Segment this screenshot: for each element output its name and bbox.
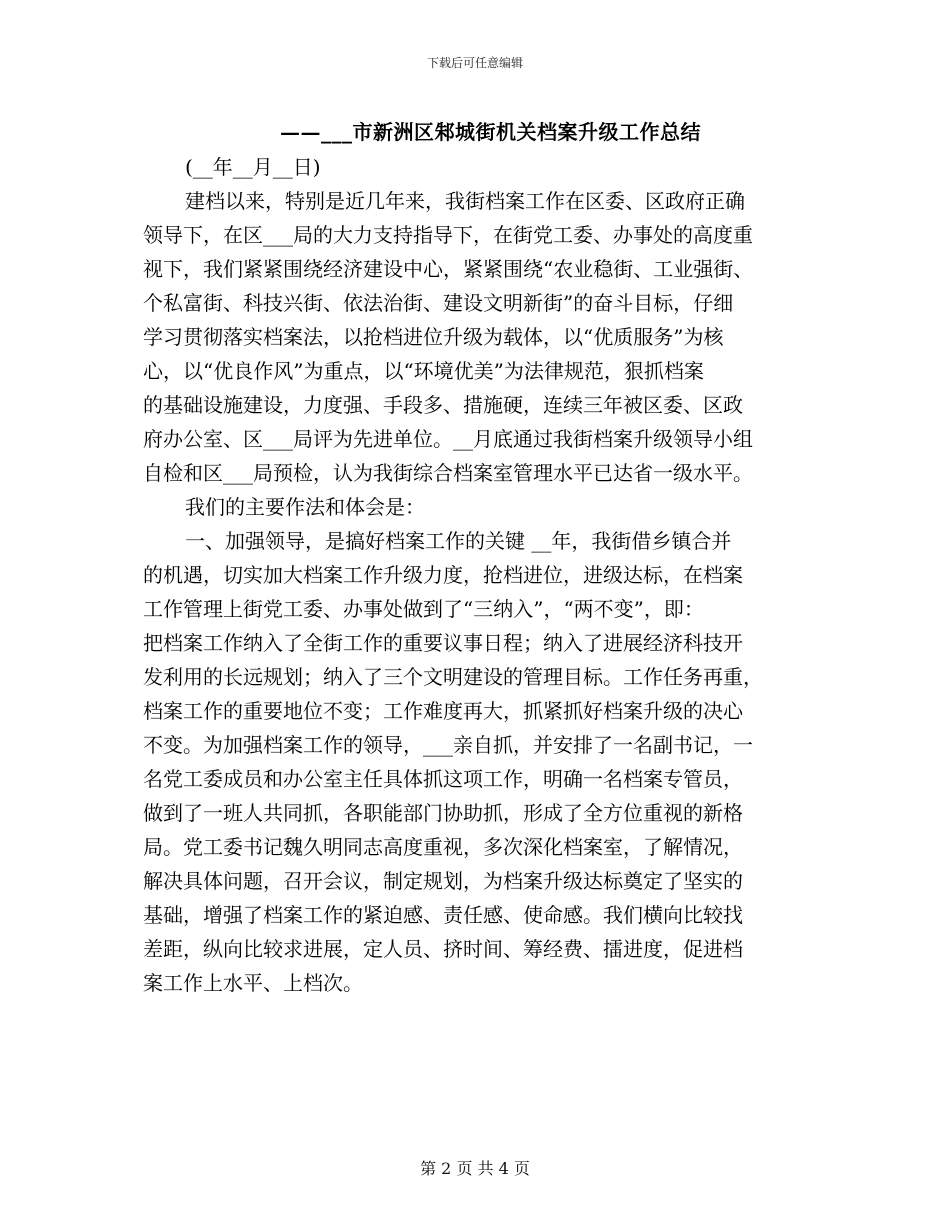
paragraph-line: 府办公室、区___局评为先进单位。__月底通过我街档案升级领导小组: [143, 427, 753, 451]
paragraph-line: 我们的主要作法和体会是：: [185, 495, 425, 519]
page-number-footer: 第 2 页 共 4 页: [420, 1159, 530, 1178]
paragraph-line: 案工作上水平、上档次。: [143, 971, 363, 995]
paragraph-line: 心，以“优良作风”为重点，以“环境优美”为法律规范，狠抓档案: [143, 359, 704, 383]
paragraph-line: 学习贯彻落实档案法，以抢档进位升级为载体，以“优质服务”为核: [143, 325, 724, 349]
paragraph-line: 不变。为加强档案工作的领导，___亲自抓，并安排了一名副书记，一: [143, 733, 753, 757]
paragraph-line: 个私富街、科技兴街、依法治街、建设文明新街”的奋斗目标，仔细: [143, 291, 734, 315]
paragraph-line: 差距，纵向比较求进展，定人员、挤时间、筹经费、擂进度，促进档: [143, 937, 743, 961]
paragraph-line: 基础，增强了档案工作的紧迫感、责任感、使命感。我们横向比较找: [143, 903, 743, 927]
document-body: [143, 150, 808, 1000]
paragraph-line: 解决具体问题，召开会议，制定规划，为档案升级达标奠定了坚实的: [143, 869, 743, 893]
paragraph-line: 把档案工作纳入了全街工作的重要议事日程；纳入了进展经济科技开: [143, 631, 743, 655]
paragraph-line: 的机遇，切实加大档案工作升级力度，抢档进位，进级达标，在档案: [143, 563, 743, 587]
paragraph-line: 工作管理上街党工委、办事处做到了“三纳入”，“两不变”，即：: [143, 597, 704, 621]
page-header-note: 下载后可任意编辑: [426, 56, 523, 70]
paragraph-line: 的基础设施建设，力度强、手段多、措施硬，连续三年被区委、区政: [143, 393, 743, 417]
section-heading-line: 一、加强领导，是搞好档案工作的关键 __年，我街借乡镇合并: [185, 529, 732, 553]
date-line: (__年__月__日): [185, 155, 321, 179]
paragraph-line: 名党工委成员和办公室主任具体抓这项工作，明确一名档案专管员，: [143, 767, 743, 791]
paragraph-line: 发利用的长远规划；纳入了三个文明建设的管理目标。工作任务再重，: [143, 665, 763, 689]
paragraph-line: 建档以来，特别是近几年来，我街档案工作在区委、区政府正确: [185, 189, 745, 213]
document-title: ——___市新洲区邾城街机关档案升级工作总结: [280, 120, 701, 144]
paragraph-line: 自检和区___局预检，认为我街综合档案室管理水平已达省一级水平。: [143, 461, 753, 485]
paragraph-line: 做到了一班人共同抓，各职能部门协助抓，形成了全方位重视的新格: [143, 801, 743, 825]
paragraph-line: 局。党工委书记魏久明同志高度重视，多次深化档案室，了解情况，: [143, 835, 743, 859]
paragraph-line: 档案工作的重要地位不变；工作难度再大，抓紧抓好档案升级的决心: [143, 699, 743, 723]
paragraph-line: 视下，我们紧紧围绕经济建设中心，紧紧围绕“农业稳街、工业强街、: [143, 257, 754, 281]
paragraph-line: 领导下，在区___局的大力支持指导下，在街党工委、办事处的高度重: [143, 223, 753, 247]
